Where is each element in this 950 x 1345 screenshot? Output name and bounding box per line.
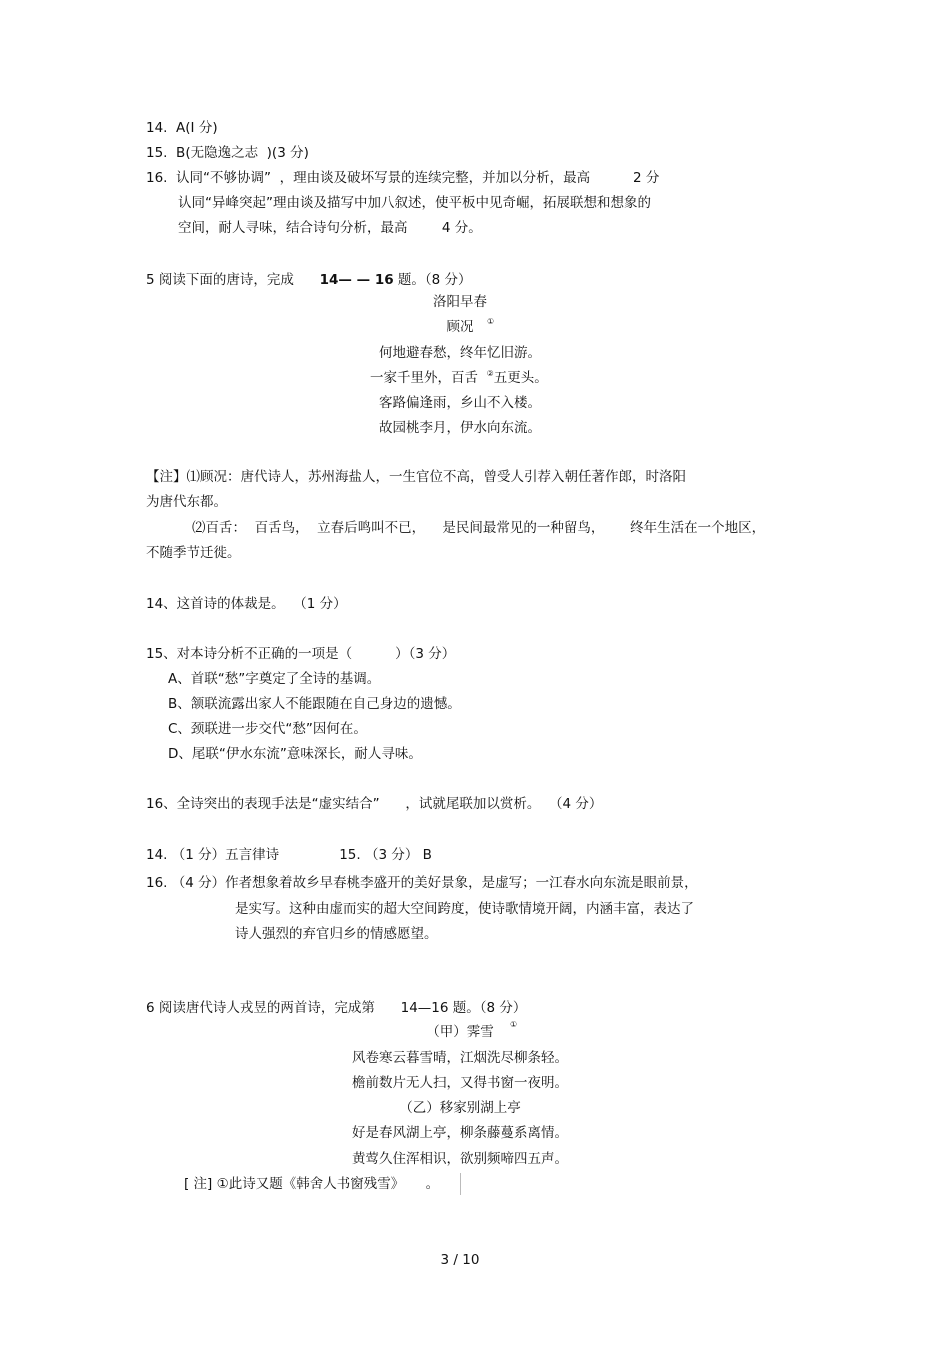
text-cursor — [460, 1173, 461, 1195]
poem-footnote-mark: ② — [486, 369, 494, 378]
answer-16-line3: 空间，耐人寻味，结合诗句分析，最高 4 分。 — [178, 220, 482, 236]
answer-15: 15. B(无隐逸之志 )(3 分) — [146, 145, 309, 161]
option-a: A、首联“愁”字奠定了全诗的基调。 — [168, 671, 381, 687]
poem-b-title: （乙）移家别湖上亭 — [399, 1100, 521, 1116]
q5-answer-16-line1: 16. （4 分）作者想象着故乡早春桃李盛开的美好景象，是虚写；一江春水向东流是眼前景， — [146, 875, 698, 891]
note-1-line1: 【注】⑴顾况：唐代诗人，苏州海盐人，一生官位不高，曾受人引荐入朝任著作郎，时洛阳 — [146, 469, 686, 485]
author-footnote-mark: ① — [487, 317, 495, 326]
poem-a-footnote-mark: ① — [510, 1020, 518, 1029]
poem-author: 顾况 — [446, 319, 474, 335]
note-1-line2: 为唐代东都。 — [146, 494, 227, 510]
option-d: D、尾联“伊水东流”意味深长，耐人寻味。 — [168, 746, 422, 762]
option-b: B、颔联流露出家人不能跟随在自己身边的遗憾。 — [168, 696, 461, 712]
answer-16-line1: 16. 认同“不够协调” ，理由谈及破坏写景的连续完整，并加以分析，最高 2 分 — [146, 170, 660, 186]
answer-16-line2: 认同“异峰突起”理由谈及描写中加八叙述，使平板中见奇崛，拓展联想和想象的 — [178, 195, 651, 211]
q5-question-16: 16、全诗突出的表现手法是“虚实结合” ，试就尾联加以赏析。 （4 分） — [146, 796, 603, 812]
q5-question-15: 15、对本诗分析不正确的一项是（ ）（3 分） — [146, 646, 456, 662]
poem-b-line-2: 黄莺久住浑相识，欲别频啼四五声。 — [352, 1151, 568, 1167]
q5-question-14: 14、这首诗的体裁是。 （1 分） — [146, 596, 347, 612]
poem-line-2: 一家千里外，百舌 ②五更头。 — [370, 369, 548, 386]
q6-intro: 6 阅读唐代诗人戎昱的两首诗，完成第 14—16 题。（8 分） — [146, 1000, 527, 1016]
note-2-line1: ⑵百舌： 百舌鸟， 立春后鸣叫不已， 是民间最常见的一种留鸟， 终年生活在一个地区， — [192, 520, 766, 536]
option-c: C、颈联进一步交代“愁”因何在。 — [168, 721, 367, 737]
poem-b-line-1: 好是春风湖上亭，柳条藤蔓系离情。 — [352, 1125, 568, 1141]
q6-note: [ 注] ①此诗又题《韩舍人书窗残雪》 。 — [184, 1176, 440, 1192]
poem-line-4: 故园桃李月，伊水向东流。 — [379, 420, 541, 436]
q5-answer-14-15: 14. （1 分）五言律诗 15. （3 分） B — [146, 847, 432, 863]
q5-intro: 5 阅读下面的唐诗，完成 14— — 16 题。（8 分） — [146, 272, 472, 288]
page-number: 3 / 10 — [440, 1252, 480, 1268]
poem-line-1: 何地避春愁，终年忆旧游。 — [379, 345, 541, 361]
poem-a-line-1: 风卷寒云暮雪晴，江烟洗尽柳条轻。 — [352, 1050, 568, 1066]
q5-answer-16-line2: 是实写。这种由虚而实的超大空间跨度，使诗歌情境开阔，内涵丰富，表达了 — [235, 901, 694, 917]
poem-line-3: 客路偏逢雨，乡山不入楼。 — [379, 395, 541, 411]
poem-title: 洛阳早春 — [433, 294, 487, 310]
q5-answer-16-line3: 诗人强烈的弃官归乡的情感愿望。 — [235, 926, 438, 942]
poem-a-line-2: 檐前数片无人扫，又得书窗一夜明。 — [352, 1075, 568, 1091]
answer-14: 14. A(I 分) — [146, 120, 218, 136]
note-2-line2: 不随季节迁徙。 — [146, 545, 241, 561]
poem-a-title: （甲）霁雪 — [426, 1024, 494, 1040]
